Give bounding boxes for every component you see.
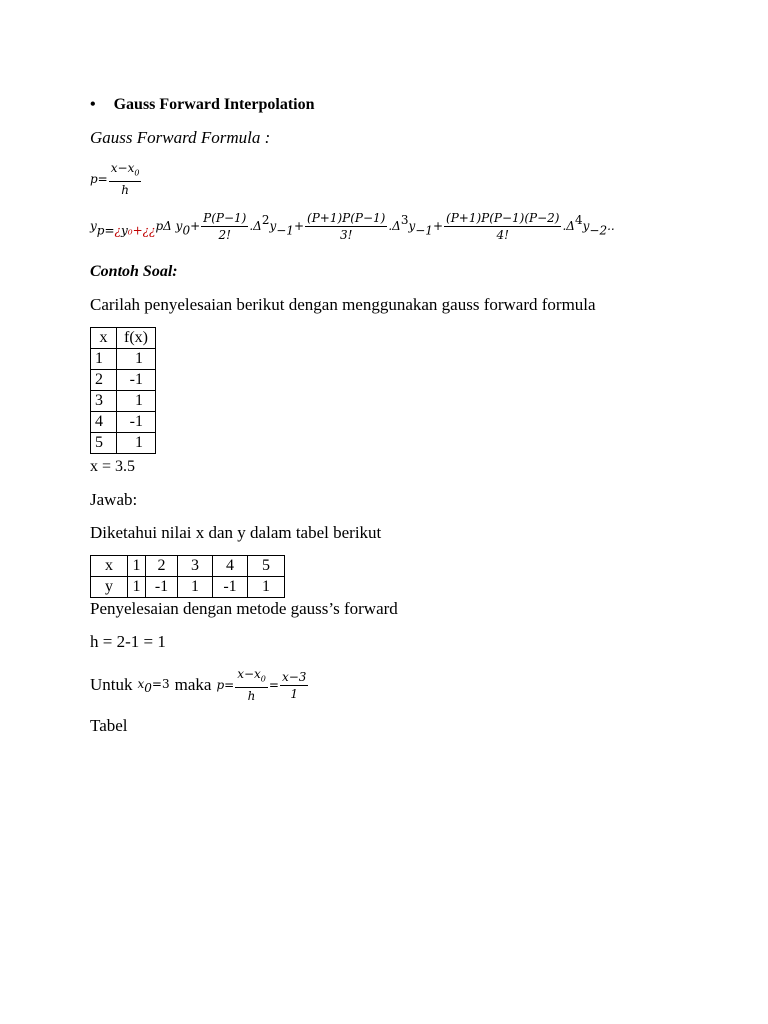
eq3: =3 — [151, 677, 170, 692]
answer-label: Jawab: — [90, 490, 138, 509]
plus-1: + — [190, 219, 201, 234]
delta-4: .Δ — [562, 219, 575, 234]
delta-4-y: y — [582, 219, 590, 234]
fraction-1-num: P(P−1) — [203, 211, 247, 225]
table-cell: 2 — [146, 556, 178, 577]
formula-title: Gauss Forward Formula : — [90, 128, 271, 147]
table-2-row-y — [91, 577, 285, 598]
y-lead: y — [90, 219, 97, 234]
plus-2: + — [293, 219, 305, 234]
term1-sub: 0 — [182, 223, 191, 238]
example-title: Contoh Soal: — [90, 263, 178, 280]
table-cell: 1 — [128, 577, 146, 598]
x0-sub: 0 — [144, 681, 152, 696]
table-cell: 1 — [128, 556, 146, 577]
untuk-f2-num: x−3 — [281, 669, 307, 684]
p-den: h — [121, 183, 129, 198]
table-cell: 5 — [248, 556, 285, 577]
table-row — [91, 412, 156, 433]
table-cell: -1 — [213, 577, 248, 598]
fraction-3 — [444, 210, 561, 243]
table-cell: x — [91, 556, 128, 577]
method-text: Penyelesaian dengan metode gauss’s forward — [90, 599, 398, 618]
h-text: h = 2-1 = 1 — [90, 632, 166, 651]
table-cell: 1 — [117, 433, 156, 454]
p-num-sub: 0 — [134, 168, 140, 178]
table-cell: 2 — [91, 370, 117, 391]
table-cell: y — [91, 577, 128, 598]
table-cell: 1 — [248, 577, 285, 598]
heading-title: Gauss Forward Interpolation — [113, 96, 315, 113]
fraction-1 — [201, 210, 248, 243]
table-cell: -1 — [117, 412, 156, 433]
untuk-fraction-2 — [280, 669, 308, 702]
table-cell: 1 — [178, 577, 213, 598]
y-lead-sub-red3: +¿¿ — [132, 223, 156, 238]
untuk-eq: = — [268, 678, 279, 693]
untuk-p-eq: p= — [216, 678, 235, 693]
p-num: x−x — [110, 161, 135, 175]
y-formula — [90, 210, 615, 243]
delta-2: .Δ — [249, 219, 262, 234]
untuk-f2-den: 1 — [290, 686, 298, 701]
fraction-2-den: 3! — [339, 228, 353, 242]
formula-tail: .. — [607, 219, 615, 234]
table-cell: 5 — [91, 433, 117, 454]
table-cell: 1 — [91, 349, 117, 370]
table-2 — [90, 555, 285, 598]
delta-2-y: y — [269, 219, 277, 234]
p-formula — [90, 160, 142, 198]
delta-3: .Δ — [388, 219, 401, 234]
tabel-label: Tabel — [90, 716, 128, 735]
table-row — [91, 349, 156, 370]
untuk-f1-num-sub: 0 — [260, 674, 266, 684]
table-cell: -1 — [117, 370, 156, 391]
table-cell: 1 — [117, 349, 156, 370]
y-lead-sub-red1: ¿ — [114, 223, 121, 238]
untuk-line — [90, 666, 309, 704]
p-lhs: p= — [90, 171, 108, 186]
table-row — [91, 391, 156, 412]
table-1-header-fx: f(x) — [117, 328, 156, 349]
untuk-fraction-1 — [235, 666, 268, 704]
bullet: • — [90, 96, 96, 113]
delta-3-y: y — [408, 219, 416, 234]
untuk-f1-den: h — [247, 689, 256, 704]
delta-4-sup: 4 — [574, 212, 583, 227]
y-lead-sub-p: p= — [96, 223, 115, 238]
table-cell: 3 — [178, 556, 213, 577]
fraction-3-num: (P+1)P(P−1)(P−2) — [446, 211, 560, 225]
table-cell: 1 — [117, 391, 156, 412]
maka-label: maka — [174, 675, 212, 695]
table-1-header-x: x — [91, 328, 117, 349]
known-text: Diketahui nilai x dan y dalam tabel berikut — [90, 523, 382, 542]
table-1-header-row — [91, 328, 156, 349]
delta-4-sub: −2 — [589, 223, 608, 238]
x-value: x = 3.5 — [90, 458, 136, 475]
untuk-label: Untuk — [90, 675, 133, 695]
table-cell: -1 — [146, 577, 178, 598]
untuk-f1-num: x−x — [237, 667, 261, 681]
y-lead-sub-y: y — [120, 223, 128, 238]
x0: x — [137, 677, 145, 692]
p-fraction — [109, 160, 142, 198]
term1: pΔ y — [155, 219, 183, 234]
fraction-1-den: 2! — [218, 228, 231, 242]
table-1 — [90, 327, 156, 454]
table-row — [91, 433, 156, 454]
fraction-2 — [305, 210, 387, 243]
table-cell: 4 — [91, 412, 117, 433]
delta-3-sub: −1 — [415, 223, 433, 238]
table-cell: 3 — [91, 391, 117, 412]
table-2-row-x — [91, 556, 285, 577]
delta-2-sub: −1 — [276, 223, 294, 238]
problem-text: Carilah penyelesaian berikut dengan menggunakan gauss forward formula — [90, 295, 596, 314]
table-cell: 4 — [213, 556, 248, 577]
table-row — [91, 370, 156, 391]
plus-3: + — [432, 219, 444, 234]
fraction-3-den: 4! — [496, 228, 509, 242]
y-lead-sub-red2: ₀ — [127, 223, 133, 238]
section-heading — [90, 96, 315, 114]
delta-3-sup: 3 — [400, 212, 409, 227]
fraction-2-num: (P+1)P(P−1) — [307, 211, 386, 225]
delta-2-sup: 2 — [261, 212, 270, 227]
